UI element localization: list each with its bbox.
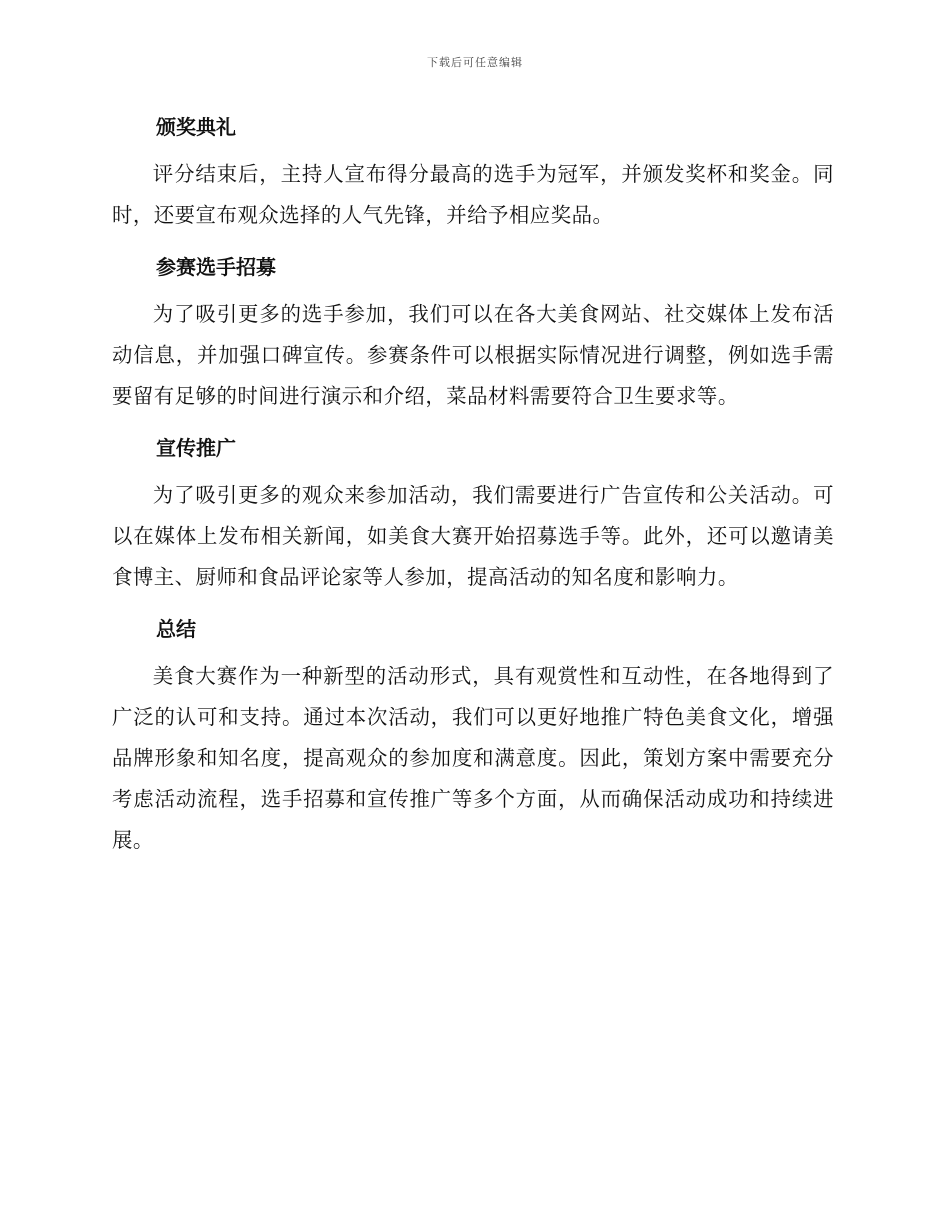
section-paragraph: 为了吸引更多的观众来参加活动，我们需要进行广告宣传和公关活动。可以在媒体上发布相关新闻，如美食大赛开始招募选手等。此外，还可以邀请美食博主、厨师和食品评论家等人参加，提高活动的知名度和影响力。	[112, 483, 834, 589]
section-title: 宣传推广	[156, 436, 236, 460]
section-title: 颁奖典礼	[156, 115, 236, 139]
section-contestant-recruitment	[112, 246, 834, 417]
section-award-ceremony	[112, 106, 834, 236]
section-paragraph: 评分结束后，主持人宣布得分最高的选手为冠军，并颁发奖杯和奖金。同时，还要宣布观众选择的人气先锋，并给予相应奖品。	[112, 162, 834, 227]
document-content	[112, 106, 834, 871]
section-summary	[112, 608, 834, 861]
section-title: 参赛选手招募	[156, 255, 276, 279]
section-promotion	[112, 427, 834, 598]
page-header: 下载后可任意编辑	[427, 56, 523, 69]
section-title: 总结	[156, 617, 196, 641]
section-paragraph: 为了吸引更多的选手参加，我们可以在各大美食网站、社交媒体上发布活动信息，并加强口碑宣传。参赛条件可以根据实际情况进行调整，例如选手需要留有足够的时间进行演示和介绍，菜品材料需要符合卫生要求等。	[112, 302, 834, 408]
section-paragraph: 美食大赛作为一种新型的活动形式，具有观赏性和互动性，在各地得到了广泛的认可和支持。通过本次活动，我们可以更好地推广特色美食文化，增强品牌形象和知名度，提高观众的参加度和满意度。因此，策划方案中需要充分考虑活动流程，选手招募和宣传推广等多个方面，从而确保活动成功和持续进展。	[112, 664, 834, 852]
